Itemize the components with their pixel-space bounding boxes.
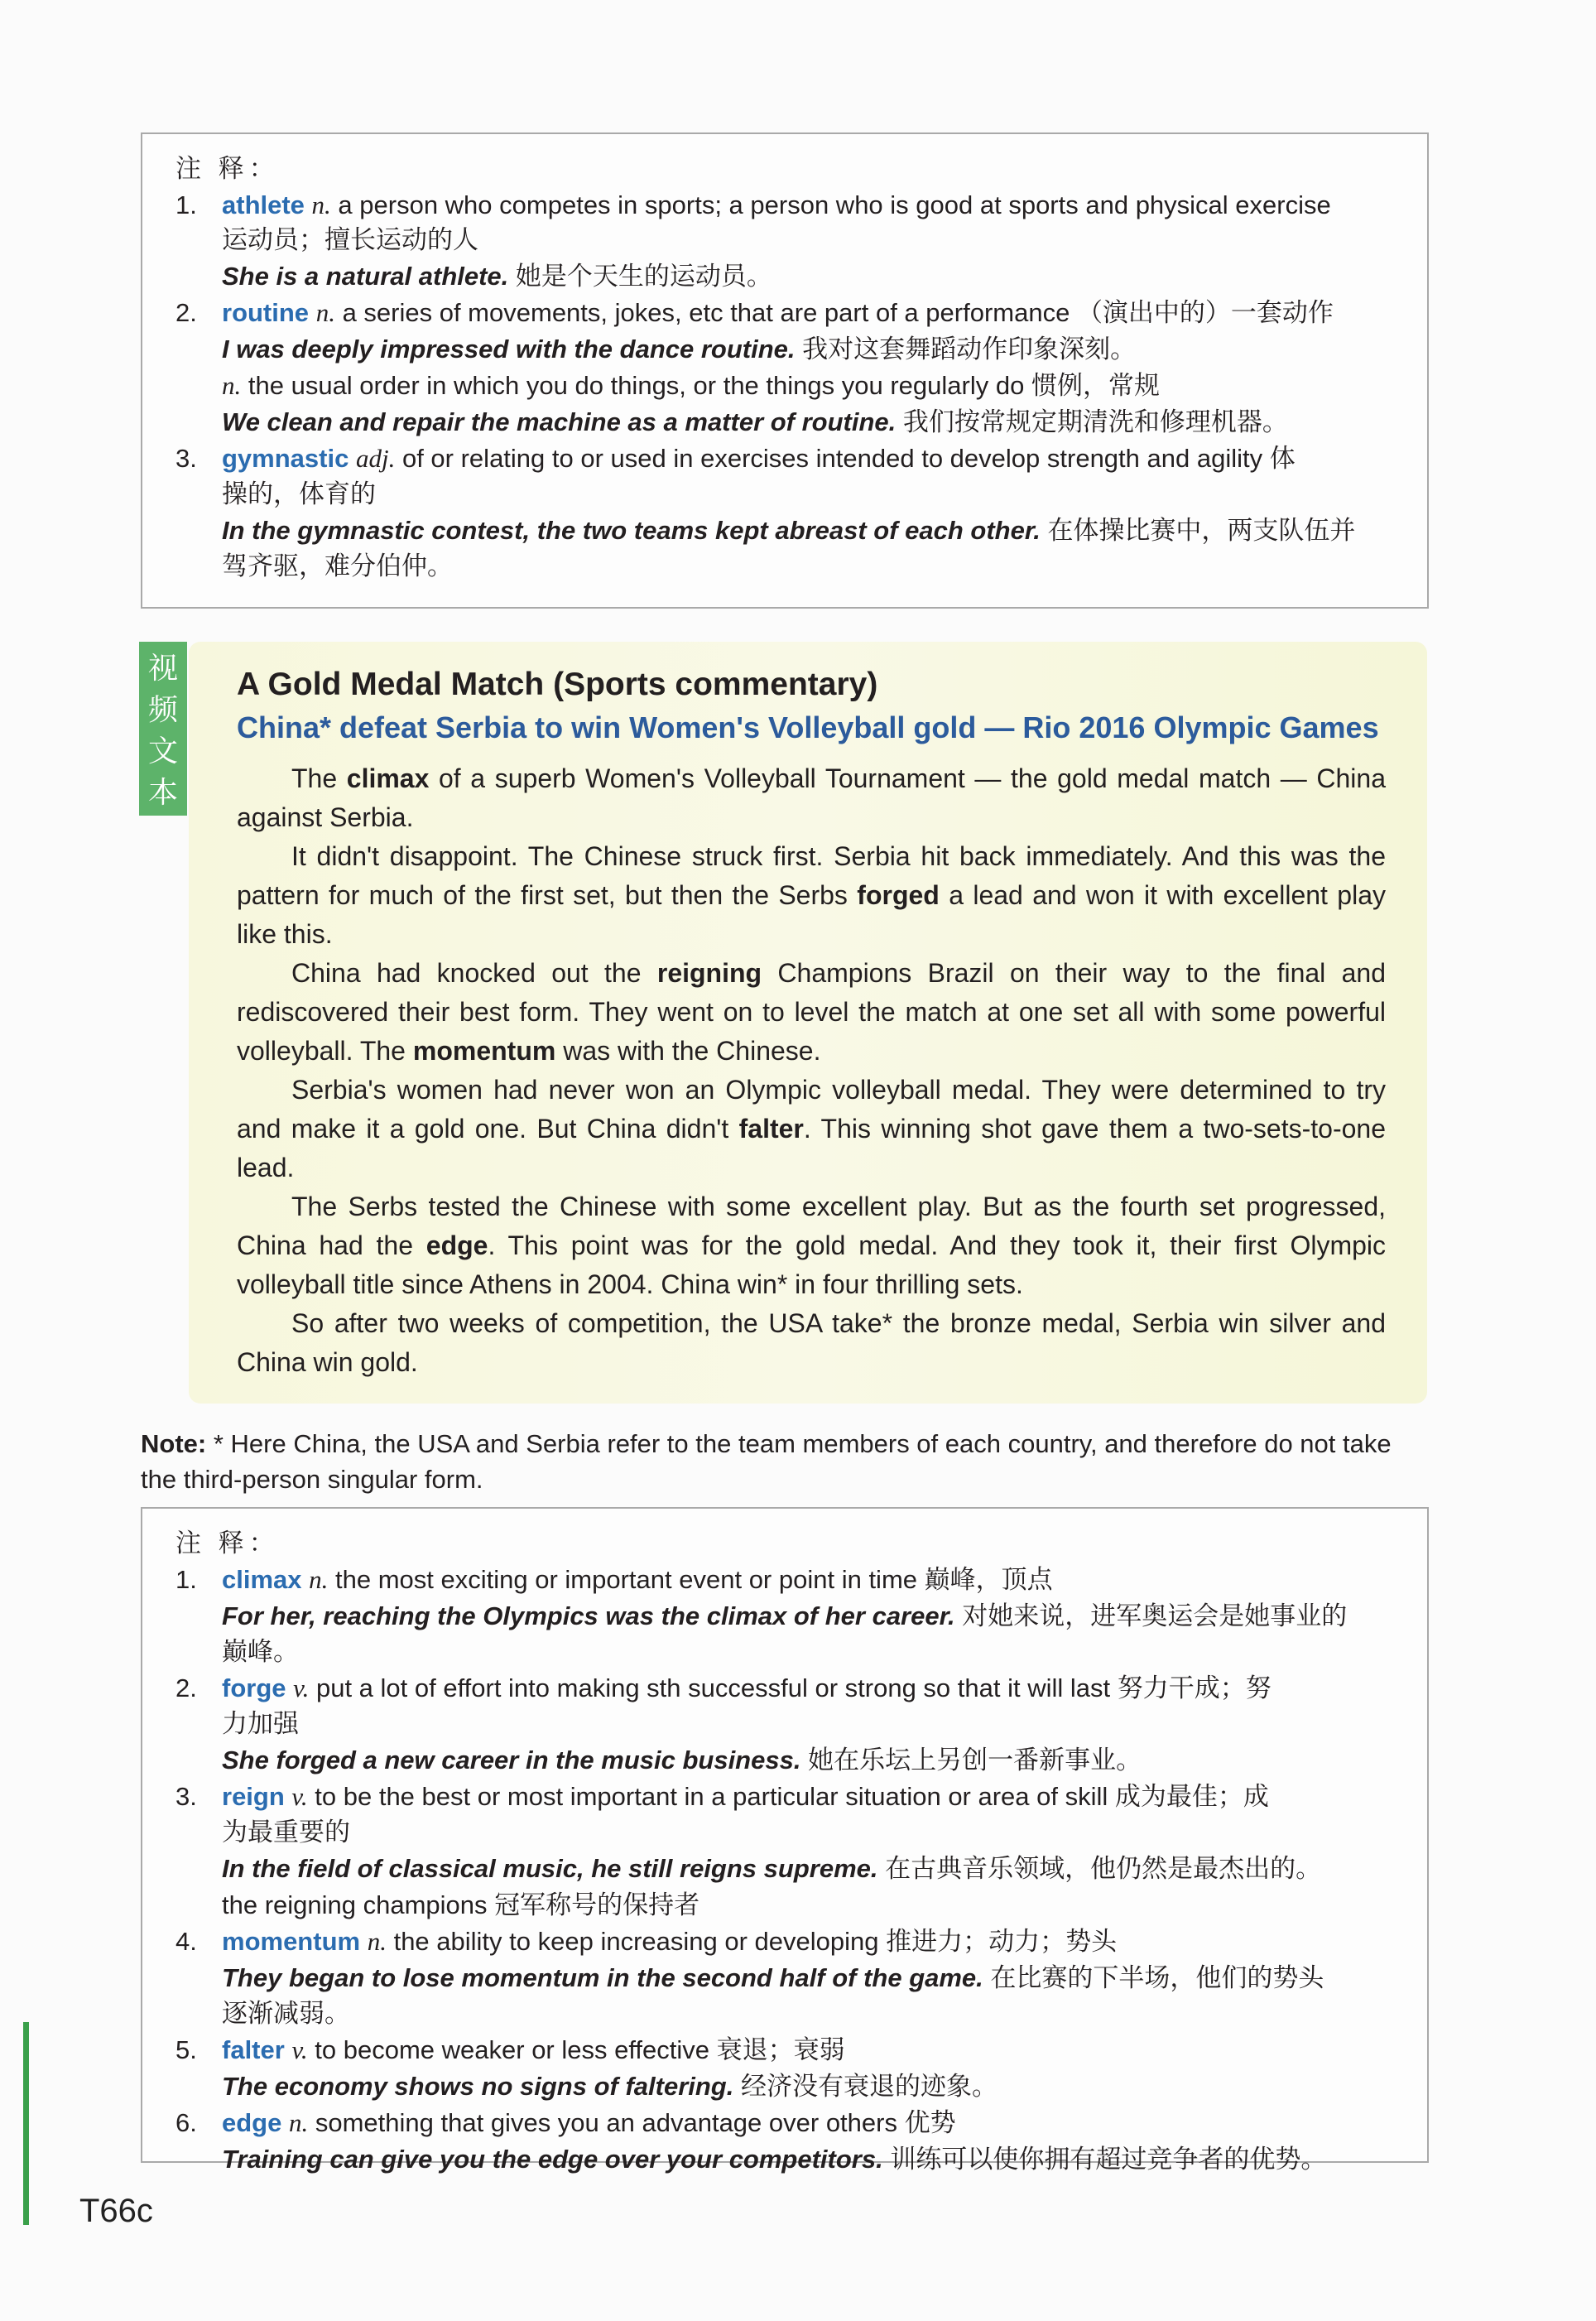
transcript-title: A Gold Medal Match (Sports commentary) <box>237 667 878 702</box>
paragraph-1: The climax of a superb Women's Volleyball Tournament — the gold medal match — China against Serbia. <box>237 763 1387 832</box>
keyword-falter: falter <box>738 1114 804 1144</box>
entry-number: 1. <box>175 190 197 219</box>
page-number: T66c <box>79 2193 153 2229</box>
label-char: 频 <box>147 693 178 727</box>
extra-phrase: the reigning champions <box>222 1890 488 1919</box>
entry-number: 3. <box>175 1782 197 1811</box>
headword: momentum <box>222 1927 361 1956</box>
example-sentence: She forged a new career in the music business. <box>222 1746 801 1774</box>
translation: 衰退；衰弱 <box>716 2035 845 2065</box>
definition: to become weaker or less effective <box>315 2035 709 2064</box>
keyword-reigning: reigning <box>656 958 762 988</box>
label-char: 视 <box>147 652 178 686</box>
entry-number: 1. <box>175 1565 197 1594</box>
note-body: * Here China, the USA and Serbia refer to the team members of each country, and therefore do not take the third-person singular form. <box>141 1429 1392 1494</box>
definition: the most exciting or important event or point in time <box>335 1565 918 1594</box>
keyword-forged: forged <box>857 880 940 910</box>
video-transcript-label <box>139 642 187 816</box>
example-translation: 她在乐坛上另创一番新事业。 <box>808 1746 1142 1775</box>
translation: 惯例，常规 <box>1031 371 1160 401</box>
part-of-speech: n. <box>367 1927 387 1956</box>
entry-number: 4. <box>175 1927 197 1956</box>
paragraph-2: It didn't disappoint. The Chinese struck first. Serbia hit back immediately. And this was the pattern for much of the first set, but then the Serbs forged a lead and won it with excellent play like this. <box>237 841 1387 949</box>
headword: edge <box>222 2108 282 2137</box>
part-of-speech: n. <box>288 2108 309 2137</box>
note-entry-climax <box>175 1562 1407 1670</box>
example-translation: 经济没有衰退的迹象。 <box>740 2072 997 2102</box>
example-translation: 对她来说，进军奥运会是她事业的 <box>962 1601 1348 1631</box>
keyword-edge: edge <box>425 1230 488 1260</box>
translation: 推进力；动力；势头 <box>886 1927 1118 1957</box>
paragraph-3: China had knocked out the reigning Champions Brazil on their way to the final and rediscovered their best form. They went on to level the match at one set all with some powerful volleyball. The momentum was with the Chinese. <box>237 958 1387 1066</box>
headword: reign <box>222 1782 285 1811</box>
entry-number: 3. <box>175 444 197 473</box>
headword: falter <box>222 2035 285 2064</box>
definition: of or relating to or used in exercises intended to develop strength and agility <box>401 444 1263 473</box>
translation: 巅峰，顶点 <box>924 1565 1053 1595</box>
translation: 优势 <box>904 2108 956 2138</box>
example-sentence: They began to lose momentum in the second half of the game. <box>222 1963 983 1992</box>
definition: something that gives you an advantage over others <box>315 2108 897 2137</box>
vocabulary-notes-box-1 <box>141 132 1429 609</box>
part-of-speech: n. <box>311 190 331 219</box>
example-translation: 我们按常规定期清洗和修理机器。 <box>902 407 1288 437</box>
part-of-speech: v. <box>291 2035 308 2064</box>
label-char: 文 <box>147 734 178 768</box>
definition: the usual order in which you do things, or the things you regularly do <box>248 371 1025 400</box>
example-translation: 驾齐驱，难分伯仲。 <box>222 551 453 581</box>
definition: the ability to keep increasing or developing <box>393 1927 879 1956</box>
part-of-speech: n. <box>315 298 335 327</box>
translation: 力加强 <box>222 1709 299 1739</box>
note-entry-routine <box>175 295 1407 441</box>
example-translation: 在比赛的下半场，他们的势头 <box>990 1963 1324 1993</box>
example-sentence: For her, reaching the Olympics was the climax of her career. <box>222 1601 955 1630</box>
margin-accent-bar <box>23 2022 29 2225</box>
vocabulary-notes-box-2 <box>141 1507 1429 2174</box>
note-entry-athlete <box>175 187 1407 295</box>
definition: a person who competes in sports; a person who is good at sports and physical exercise <box>338 190 1331 219</box>
translation: 为最重要的 <box>222 1818 350 1847</box>
part-of-speech: n. <box>222 371 242 400</box>
part-of-speech: n. <box>309 1565 329 1594</box>
entry-number: 2. <box>175 1673 197 1702</box>
headword: routine <box>222 298 310 327</box>
entry-number: 5. <box>175 2035 197 2064</box>
notes-title: 注 释： <box>175 154 280 183</box>
extra-phrase-translation: 冠军称号的保持者 <box>494 1890 700 1920</box>
notes-title: 注 释： <box>175 1529 280 1558</box>
definition: a series of movements, jokes, etc that are part of a performance <box>342 298 1070 327</box>
translation: （演出中的）一套动作 <box>1076 298 1334 328</box>
headword: gymnastic <box>222 444 349 473</box>
paragraph-5: The Serbs tested the Chinese with some excellent play. But as the fourth set progressed, China had the edge. This point was for the gold medal. And they took it, their first Olympic volleyball title since Athens in 2004. China win* in four thrilling sets. <box>237 1192 1387 1299</box>
example-sentence: In the field of classical music, he still reigns supreme. <box>222 1854 878 1883</box>
example-sentence: I was deeply impressed with the dance routine. <box>222 335 796 364</box>
paragraph-6: So after two weeks of competition, the USA take* the bronze medal, Serbia win silver and China win gold. <box>237 1308 1386 1377</box>
translation: 努力干成；努 <box>1117 1673 1272 1703</box>
note-entry-gymnastic <box>175 441 1407 585</box>
definition: to be the best or most important in a particular situation or area of skill <box>315 1782 1108 1811</box>
translation: 体 <box>1269 444 1296 474</box>
example-sentence: Training can give you the edge over your competitors. <box>222 2145 883 2174</box>
note-entry-forge <box>175 1670 1407 1779</box>
definition: put a lot of effort into making sth successful or strong so that it will last <box>315 1673 1111 1702</box>
translation: 运动员；擅长运动的人 <box>222 225 478 255</box>
example-sentence: We clean and repair the machine as a matter of routine. <box>222 407 897 436</box>
headword: athlete <box>222 190 305 219</box>
part-of-speech: v. <box>293 1673 310 1702</box>
translation: 成为最佳；成 <box>1114 1782 1269 1812</box>
label-char: 本 <box>147 776 178 810</box>
example-translation: 在古典音乐领域，他仍然是最杰出的。 <box>885 1854 1322 1884</box>
translation: 操的，体育的 <box>222 479 376 509</box>
example-translation: 巅峰。 <box>222 1637 299 1667</box>
note-entry-falter <box>175 2032 1407 2105</box>
example-translation: 我对这套舞蹈动作印象深刻。 <box>802 335 1137 364</box>
example-translation: 在体操比赛中，两支队伍并 <box>1047 516 1356 546</box>
entry-number: 6. <box>175 2108 197 2137</box>
headword: forge <box>222 1673 286 1702</box>
part-of-speech: v. <box>291 1782 308 1811</box>
keyword-climax: climax <box>346 763 430 793</box>
transcript-subtitle: China* defeat Serbia to win Women's Volleyball gold — Rio 2016 Olympic Games <box>237 710 1379 744</box>
example-translation: 训练可以使你拥有超过竞争者的优势。 <box>890 2145 1327 2174</box>
example-sentence: The economy shows no signs of faltering. <box>222 2072 734 2101</box>
example-translation: 她是个天生的运动员。 <box>515 262 772 291</box>
video-transcript-box <box>189 642 1427 1404</box>
part-of-speech: adj. <box>355 444 396 473</box>
example-sentence: In the gymnastic contest, the two teams kept abreast of each other. <box>222 516 1041 545</box>
paragraph-4: Serbia's women had never won an Olympic volleyball medal. They were determined to try and make it a gold one. But China didn't falter. This winning shot gave them a two-sets-to-one lead. <box>237 1075 1387 1182</box>
headword: climax <box>222 1565 302 1594</box>
entry-number: 2. <box>175 298 197 327</box>
example-translation: 逐渐减弱。 <box>222 1999 350 2029</box>
keyword-momentum: momentum <box>412 1036 556 1066</box>
footnote <box>141 1426 1432 1497</box>
note-entry-reign <box>175 1779 1407 1924</box>
note-entry-edge <box>175 2105 1407 2178</box>
example-sentence: She is a natural athlete. <box>222 262 509 291</box>
note-label: Note: <box>141 1429 207 1458</box>
note-entry-momentum <box>175 1924 1407 2032</box>
